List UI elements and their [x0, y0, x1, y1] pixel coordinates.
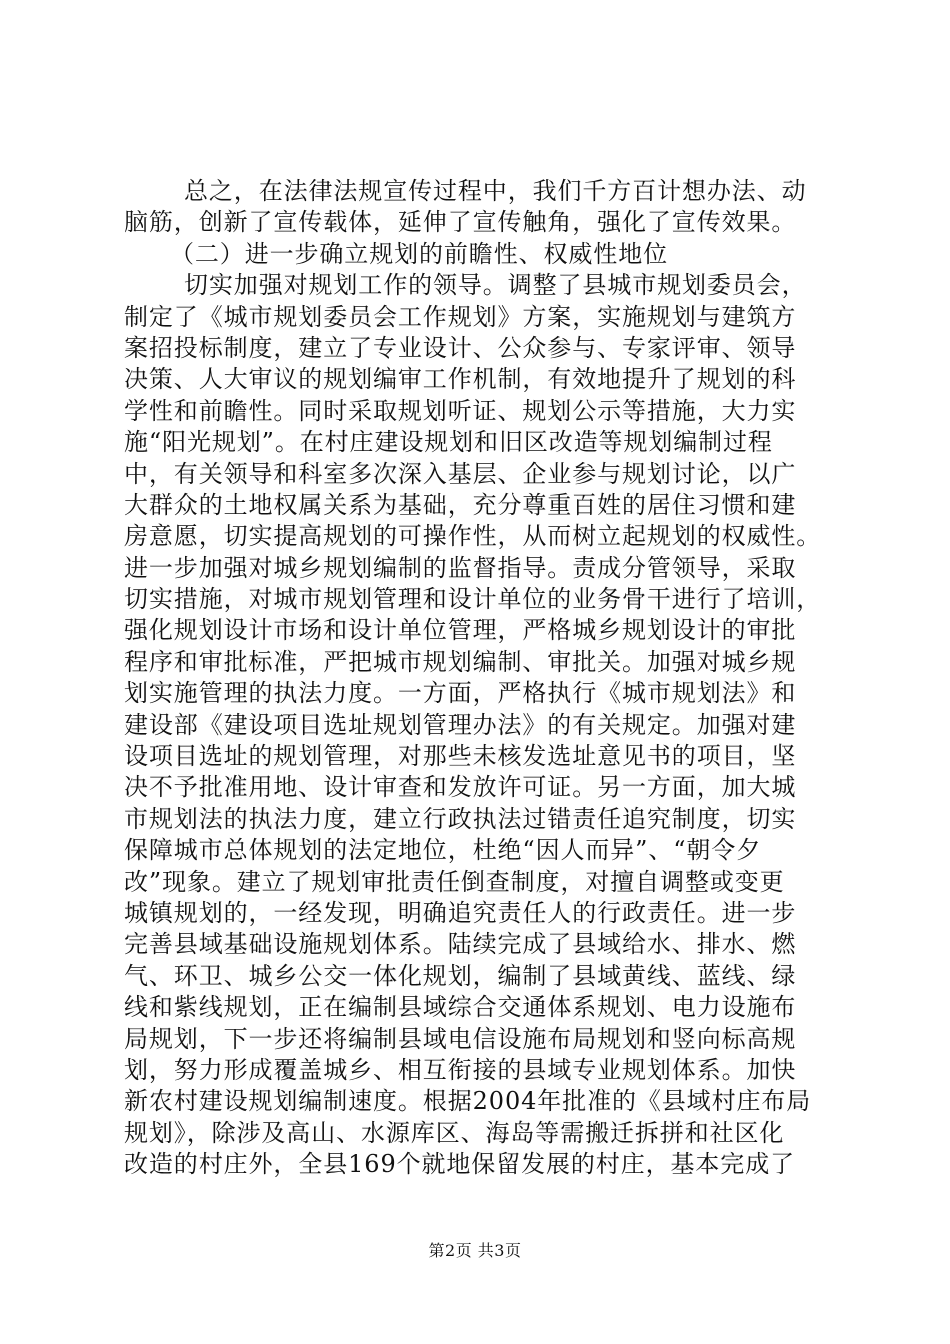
text-line: 划实施管理的执法力度。一方面，严格执行《城市规划法》和 — [124, 679, 797, 708]
text-line: 案招投标制度，建立了专业设计、公众参与、专家评审、领导 — [124, 333, 797, 362]
body-text — [124, 176, 824, 1181]
text-line: 强化规划设计市场和设计单位管理，严格城乡规划设计的审批 — [124, 616, 797, 645]
text-line: 城镇规划的，一经发现，明确追究责任人的行政责任。进一步 — [124, 898, 797, 927]
text-line: 局规划，下一步还将编制县域电信设施布局规划和竖向标高规 — [124, 1024, 797, 1053]
text-line: 大群众的土地权属关系为基础，充分尊重百姓的居住习惯和建 — [124, 490, 797, 519]
text-line: 气、环卫、城乡公交一体化规划，编制了县域黄线、蓝线、绿 — [124, 961, 797, 990]
text-line: 设项目选址的规划管理，对那些未核发选址意见书的项目，坚 — [124, 742, 797, 771]
text-line: 切实加强对规划工作的领导。调整了县城市规划委员会， — [184, 271, 807, 300]
text-line: 房意愿，切实提高规划的可操作性，从而树立起规划的权威性。 — [124, 522, 822, 551]
page-footer — [0, 1238, 950, 1261]
text-line: 改”现象。建立了规划审批责任倒查制度，对擅自调整或变更 — [124, 867, 785, 896]
text-line: 施“阳光规划”。在村庄建设规划和旧区改造等规划编制过程 — [124, 428, 773, 457]
text-line: 新农村建设规划编制速度。根据2004年批准的《县域村庄布局 — [124, 1087, 812, 1116]
text-line: 决不予批准用地、设计审查和发放许可证。另一方面，加大城 — [124, 773, 797, 802]
text-line: 改造的村庄外，全县169个就地保留发展的村庄，基本完成了 — [124, 1150, 796, 1179]
page-number: 第2页 共3页 — [428, 1241, 522, 1260]
section-heading: （二）进一步确立规划的前瞻性、权威性地位 — [170, 239, 668, 268]
text-line: 规划》，除涉及高山、水源库区、海岛等需搬迁拆拼和社区化 — [124, 1118, 785, 1147]
text-line: 中，有关领导和科室多次深入基层、企业参与规划讨论，以广 — [124, 459, 797, 488]
text-line: 市规划法的执法力度，建立行政执法过错责任追究制度，切实 — [124, 804, 797, 833]
text-line: 建设部《建设项目选址规划管理办法》的有关规定。加强对建 — [124, 710, 797, 739]
text-line: 进一步加强对城乡规划编制的监督指导。责成分管领导，采取 — [124, 553, 797, 582]
text-line: 制定了《城市规划委员会工作规划》方案，实施规划与建筑方 — [124, 302, 797, 331]
text-line: 总之，在法律法规宣传过程中，我们千方百计想办法、动 — [184, 177, 807, 205]
text-line: 切实措施，对城市规划管理和设计单位的业务骨干进行了培训， — [124, 585, 822, 614]
text-line: 线和紫线规划，正在编制县域综合交通体系规划、电力设施布 — [124, 993, 797, 1022]
text-line: 决策、人大审议的规划编审工作机制，有效地提升了规划的科 — [124, 365, 797, 394]
text-line: 学性和前瞻性。同时采取规划听证、规划公示等措施，大力实 — [124, 396, 797, 425]
text-line: 程序和审批标准，严把城市规划编制、审批关。加强对城乡规 — [124, 647, 797, 676]
text-line: 保障城市总体规划的法定地位，杜绝“因人而异”、“朝令夕 — [124, 836, 762, 865]
text-line: 脑筋，创新了宣传载体，延伸了宣传触角，强化了宣传效果。 — [124, 208, 797, 237]
text-line: 完善县域基础设施规划体系。陆续完成了县域给水、排水、燃 — [124, 930, 797, 959]
text-line: 划，努力形成覆盖城乡、相互衔接的县域专业规划体系。加快 — [124, 1055, 797, 1084]
